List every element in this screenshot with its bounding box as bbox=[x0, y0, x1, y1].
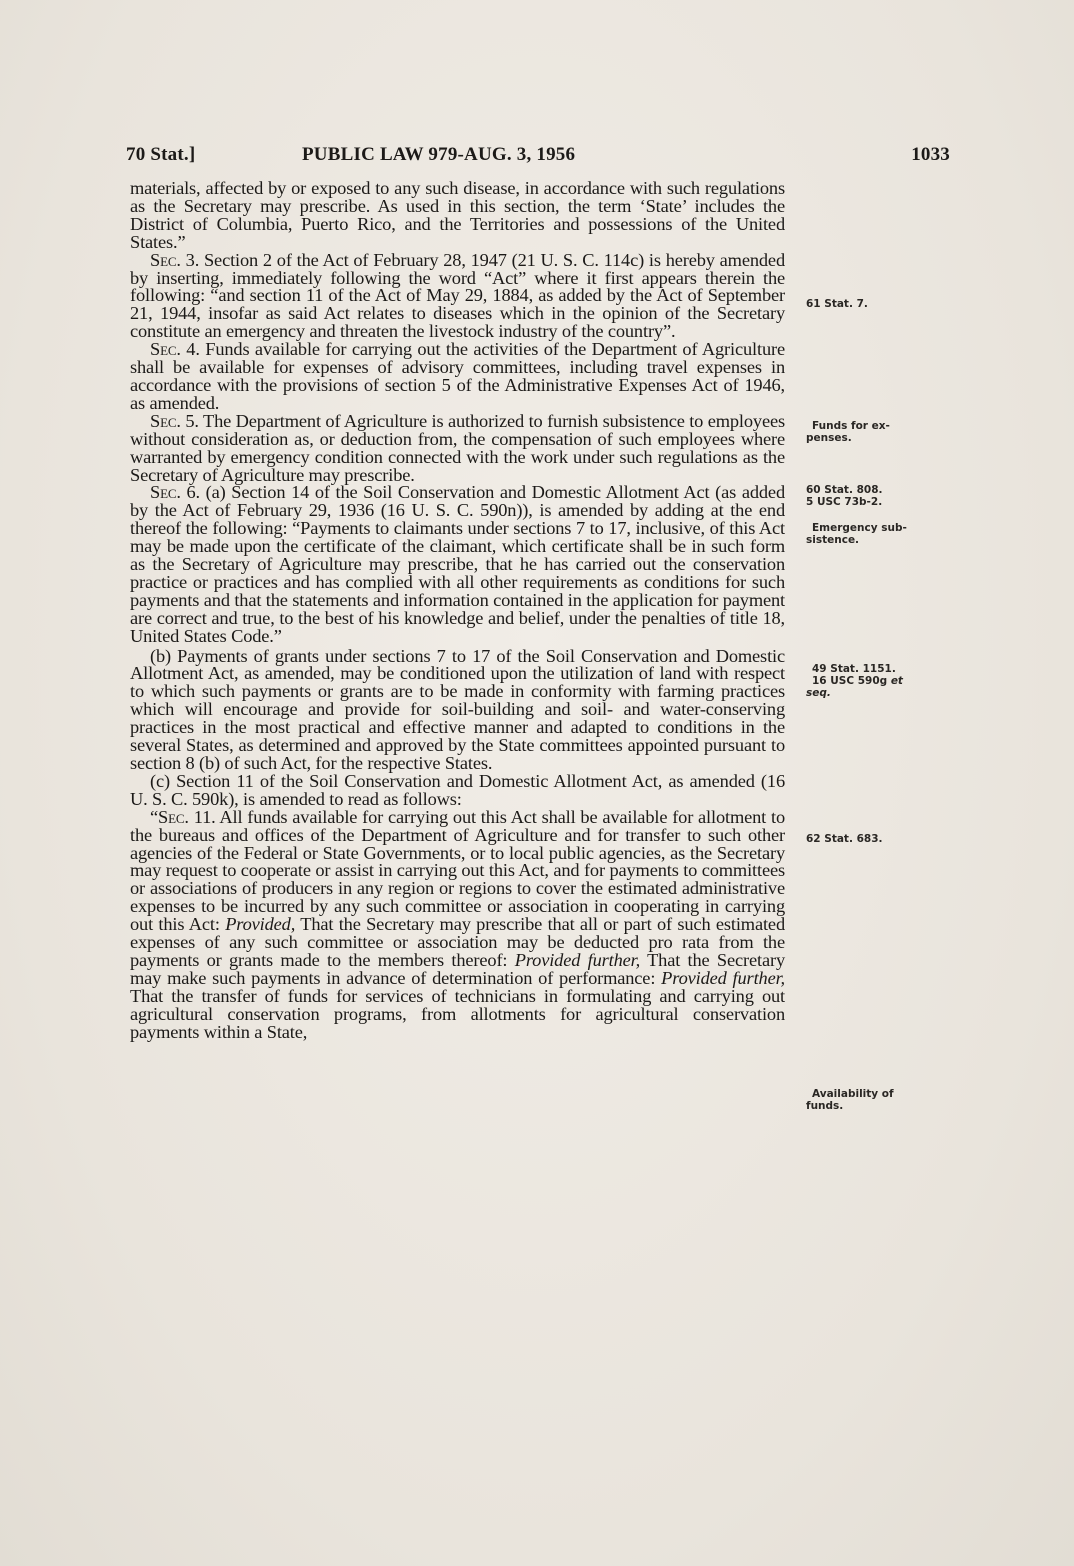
section-text: That the transfer of funds for services of technicians in formulating and carrying out agricultural conservation programs, from allotments for agricultural conservation payments within a State, bbox=[130, 985, 785, 1042]
proviso-label: Provided, bbox=[225, 914, 296, 935]
paragraph-continuation: materials, affected by or exposed to any such disease, in accordance with such regulations as the Secretary may prescribe. As used in this section, the term ‘State’ includes the District of Columbia, Puerto Rico, and the Territories and possessions of the United States.” bbox=[130, 178, 785, 252]
section-text: (a) Section 14 of the Soil Conservation and Domestic Allotment Act (as added by the Act of February 29, 1936 (16 U. S. C. 590n)), is amended by adding at the end thereof the following: “Payments to claimants under sections 7 to 17, inclusive, of this Act may be made upon the certificate of the claimant, which certificate shall be in such form as the Secretary of Agriculture may prescribe, that he has carried out the conservation practice or practices and has complied with all other requirements as conditions for such payments and that the statements and information contained in the application for payment are correct and true, to the best of his knowledge and belief, under the penalties of title 18, United States Code.” bbox=[130, 482, 785, 646]
note-text: 61 Stat. 7. bbox=[806, 298, 868, 310]
note-line: sistence. bbox=[806, 534, 860, 546]
body-text bbox=[130, 180, 785, 1042]
note-text: Availability of bbox=[812, 1088, 894, 1100]
margin-note-availability-funds bbox=[806, 1088, 946, 1112]
paragraph-sec-6c: (c) Section 11 of the Soil Conservation and Domestic Allotment Act, as amended (16 U. S. C. 590k), is amended to read as follows: bbox=[130, 770, 785, 809]
note-text-italic: seq. bbox=[806, 687, 831, 699]
note-line: 60 Stat. 808. bbox=[806, 484, 883, 496]
margin-note-60-stat bbox=[806, 484, 946, 508]
note-line bbox=[806, 1088, 946, 1100]
page-number: 1033 bbox=[911, 144, 950, 165]
paragraph-sec-5 bbox=[130, 410, 785, 485]
section-label: Sec. 5. bbox=[150, 410, 199, 431]
section-text: Funds available for carrying out the activities of the Department of Agriculture shall be available for expenses of advisory committees, including travel expenses in accordance with the provisions of section 5 of the Administrative Expenses Act of 1946, as amended. bbox=[130, 339, 785, 413]
paragraph-sec-6a bbox=[130, 484, 785, 645]
note-text: 16 USC 590g bbox=[812, 675, 888, 687]
section-label: “Sec. 11. bbox=[150, 806, 216, 827]
note-line bbox=[806, 522, 946, 534]
margin-note-62-stat bbox=[806, 833, 946, 845]
margin-note-emergency-subsistence bbox=[806, 522, 946, 546]
margin-note-61-stat bbox=[806, 298, 946, 310]
note-text: 49 Stat. 1151. bbox=[812, 663, 896, 675]
law-title: PUBLIC LAW 979-AUG. 3, 1956 bbox=[302, 144, 576, 165]
note-line bbox=[806, 663, 946, 675]
note-line: funds. bbox=[806, 1100, 844, 1112]
proviso-label: Provided further, bbox=[661, 967, 785, 988]
note-line bbox=[806, 420, 946, 432]
margin-note-funds-expenses bbox=[806, 420, 946, 444]
section-text: That the Secretary may prescribe that all or part of such estimated expenses of any such committee or association may be deducted pro rata from the payments or grants made to the members thereof: bbox=[130, 914, 785, 970]
paragraph-sec-6b: (b) Payments of grants under sections 7 to 17 of the Soil Conservation and Domestic Allotment Act, as amended, may be conditioned upon the utilization of land with respect to which such payments or grants are to be made in conformity with farming practices which will encourage and provide for soil-building and soil- and water-conserving practices in the most practical and effective manner and adapted to conditions in the several States, as determined and approved by the State committees appointed pursuant to section 8 (b) of such Act, for the respective States. bbox=[130, 645, 785, 773]
note-text-italic: et bbox=[890, 675, 903, 687]
volume-reference: 70 Stat.] bbox=[126, 144, 196, 165]
page-header bbox=[126, 144, 950, 170]
section-label: Sec. 6. bbox=[150, 482, 200, 503]
section-text: All funds available for carrying out this Act shall be available for allotment to the bureaus and offices of the Department of Agriculture and for transfer to such other agencies of the Federal or State Governments, or to local public agencies, as the Secretary may request to cooperate or assist in carrying out this Act, and for payments to committees or associations of producers in any region or regions to cover the estimated administrative expenses to be incurred by any such committee or association in cooperating in carrying out this Act: bbox=[130, 806, 786, 935]
section-label: Sec. 3. bbox=[150, 249, 200, 270]
note-line bbox=[806, 675, 946, 687]
section-label: Sec. 4. bbox=[150, 339, 200, 360]
section-text: Section 2 of the Act of February 28, 1947 (21 U. S. C. 114c) is hereby amended by inserting, immediately following the word “Act” where it first appears therein the following: “and section 11 of the Act of May 29, 1884, as added by the Act of September 21, 1944, insofar as said Act relates to diseases which in the opinion of the Secretary constitute an emergency and threaten the livestock industry of the country”. bbox=[130, 249, 785, 342]
paragraph-sec-3 bbox=[130, 249, 785, 342]
note-text: Funds for ex- bbox=[812, 420, 890, 432]
note-line: penses. bbox=[806, 432, 852, 444]
note-line: 5 USC 73b-2. bbox=[806, 496, 883, 508]
section-text: The Department of Agriculture is authorized to furnish subsistence to employees without consideration as, or deduction from, the compensation of such employees where warranted by emergency condition connected with the work under such regulations as the Secretary of Agriculture may prescribe. bbox=[130, 410, 785, 485]
note-text: 62 Stat. 683. bbox=[806, 833, 883, 845]
note-text: Emergency sub- bbox=[812, 522, 907, 534]
paragraph-sec-4 bbox=[130, 341, 785, 413]
margin-note-49-stat bbox=[806, 663, 946, 699]
proviso-label: Provided further, bbox=[514, 949, 641, 970]
section-text: That the Secretary may make such payments in advance of determination of performance: bbox=[130, 949, 785, 988]
note-line bbox=[806, 687, 946, 699]
paragraph-sec-11 bbox=[130, 806, 786, 1042]
